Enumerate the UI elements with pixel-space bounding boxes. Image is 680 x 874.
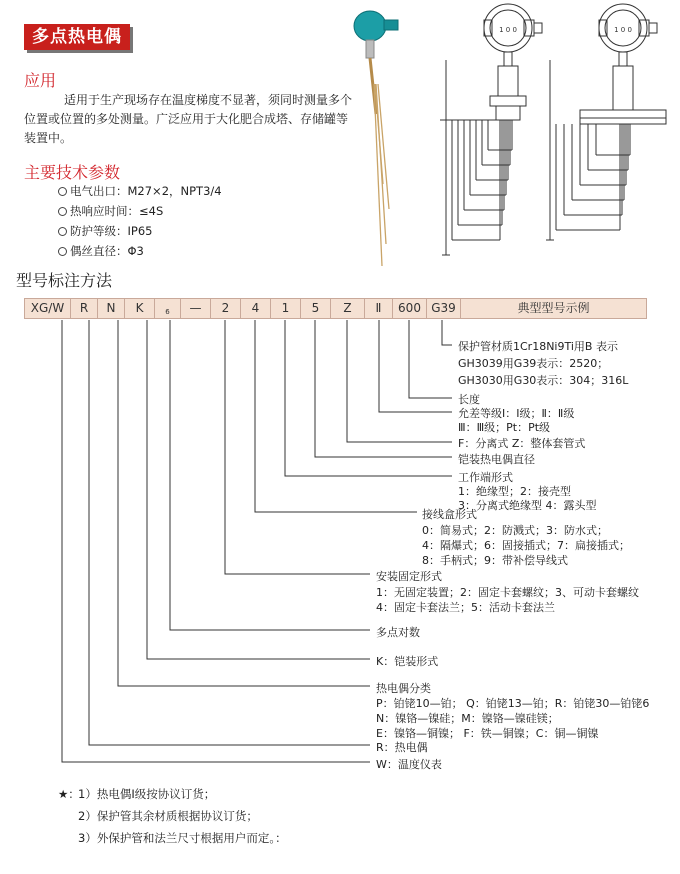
- code-cell: R: [71, 299, 98, 318]
- label-working-end: 1：绝缘型；2：接壳型: [458, 485, 571, 498]
- application-heading: 应用: [24, 71, 57, 90]
- label-mounting: 安装固定形式: [376, 570, 442, 583]
- label-sheath-type: F：分离式 Z：整体套管式: [458, 437, 586, 450]
- label-points: 多点对数: [376, 626, 420, 639]
- code-cell: —: [181, 299, 211, 318]
- dial-right-text: 1 0 0: [614, 26, 632, 34]
- label-armored-form: K：铠装形式: [376, 655, 439, 668]
- label-armored-diameter: 铠装热电偶直径: [458, 453, 535, 466]
- code-cell: G39: [427, 299, 461, 318]
- application-text: 适用于生产现场存在温度梯度不显著，须同时测量多个位置或位置的多处测量。广泛应用于大化肥合成塔、存储罐等装置中。: [24, 93, 353, 145]
- title-banner: 多点热电偶: [24, 24, 130, 50]
- label-thermocouple: E：镍铬—铜镍； F：铁—铜镍；C：铜—铜镍: [376, 727, 599, 740]
- code-cell: 4: [241, 299, 271, 318]
- code-cell: Ⅱ: [365, 299, 393, 318]
- label-thermocouple: N：镍铬—镍硅；M：镍铬—镍硅镁；: [376, 712, 559, 725]
- label-mounting: 4：固定卡套法兰；5：活动卡套法兰: [376, 601, 555, 614]
- specs-heading: 主要技术参数: [24, 163, 121, 182]
- code-cell: K: [125, 299, 155, 318]
- code-cell: 6: [155, 299, 181, 318]
- code-cell: 600: [393, 299, 427, 318]
- label-thermocouple: P：铂铑10—铂； Q：铂铑13—铂；R：铂铑30—铂铑6: [376, 697, 650, 710]
- label-junction-box: 4：隔爆式；6：固接插式；7：扁接插式；: [422, 539, 630, 552]
- note-item: 1）热电偶Ⅰ级按协议订货；: [78, 787, 216, 801]
- code-cell: N: [98, 299, 125, 318]
- label-w: W：温度仪表: [376, 758, 442, 771]
- label-tolerance: 允差等级Ⅰ：Ⅰ级；Ⅱ：Ⅱ级: [458, 407, 575, 420]
- label-junction-box: 接线盒形式: [422, 508, 477, 521]
- note-item: 3）外保护管和法兰尺寸根据用户而定。：: [78, 831, 287, 845]
- label-junction-box: 0：简易式；2：防溅式；3：防水式；: [422, 524, 608, 537]
- code-cell: 2: [211, 299, 241, 318]
- label-working-end: 3：分离式绝缘型 4：露头型: [458, 499, 597, 512]
- dial-left-text: 1 0 0: [499, 26, 517, 34]
- spec-text: 电气出口：M27×2，NPT3/4: [70, 184, 222, 198]
- label-r: R：热电偶: [376, 741, 428, 754]
- note-star: ★：: [58, 787, 80, 801]
- spec-text: 偶丝直径：Φ3: [70, 244, 144, 258]
- model-heading: 型号标注方法: [16, 271, 113, 290]
- note-item: 2）保护管其余材质根据协议订货；: [78, 809, 258, 823]
- label-sheath-material: GH3030用G30表示：304；316L: [458, 374, 629, 387]
- label-tolerance: Ⅲ：Ⅲ级；Pt：Pt级: [458, 421, 551, 434]
- code-cell: 5: [301, 299, 331, 318]
- code-cell: 1: [271, 299, 301, 318]
- label-length: 长度: [458, 393, 480, 406]
- spec-text: 防护等级：IP65: [70, 224, 153, 238]
- label-working-end: 工作端形式: [458, 471, 513, 484]
- code-cell: Z: [331, 299, 365, 318]
- label-junction-box: 8：手柄式；9：带补偿导线式: [422, 554, 568, 567]
- code-cell: XG/W: [25, 299, 71, 318]
- spec-text: 热响应时间：≤4S: [70, 204, 164, 218]
- label-thermocouple: 热电偶分类: [376, 682, 431, 695]
- label-mounting: 1：无固定装置；2：固定卡套螺纹；3、可动卡套螺纹: [376, 586, 639, 599]
- code-cell-example: 典型型号示例: [517, 301, 590, 315]
- label-sheath-material: 保护管材质1Cr18Ni9Ti用B 表示: [458, 340, 618, 353]
- label-sheath-material: GH3039用G39表示：2520；: [458, 357, 609, 370]
